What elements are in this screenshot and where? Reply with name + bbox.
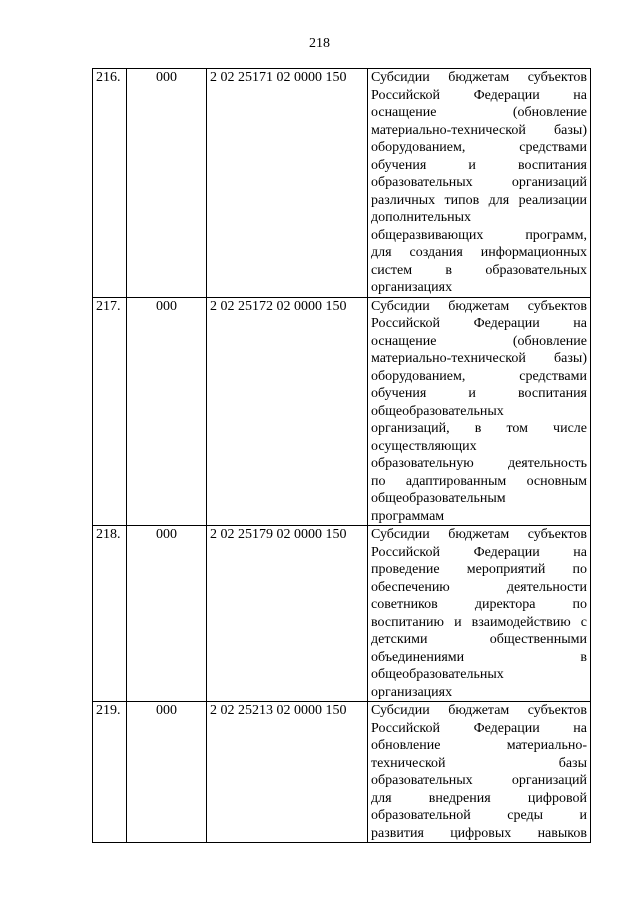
classification-code: 2 02 25171 02 0000 150 [207,69,368,298]
description-line: объединениями в [371,649,587,665]
income-description [368,69,591,298]
description-line: Российской Федерации на [371,316,587,331]
description-line: дополнительных [371,210,472,225]
description-line: материально-технической базы) [371,351,587,366]
description-line: организаций, в том числе [371,421,587,436]
description-line: организациях [371,684,453,700]
description-line: обновление материально- [371,738,587,753]
description-line: проведение мероприятий по [371,562,587,577]
description-line: программам [371,508,445,524]
description-line: технической базы [371,755,587,771]
description-line: общеразвивающих программ, [371,227,587,243]
classification-code: 2 02 25179 02 0000 150 [207,526,368,702]
table-row [93,69,591,298]
description-line: по адаптированным основным [371,473,587,489]
classification-code: 2 02 25213 02 0000 150 [207,702,368,843]
description-line: для внедрения цифровой [371,790,587,806]
table-row [93,297,591,526]
row-number: 218. [93,526,127,702]
description-line: воспитанию и взаимодействию с [371,614,587,630]
description-line: общеобразовательных [371,403,504,419]
classification-code: 2 02 25172 02 0000 150 [207,297,368,526]
description-line: обеспечению деятельности [371,579,587,595]
description-line: образовательной среды и [371,808,587,823]
income-description [368,526,591,702]
description-line: систем в образовательных [371,262,587,278]
description-line: советников директора по [371,597,587,612]
admin-code: 000 [127,297,207,526]
description-line: образовательных организаций [371,773,587,788]
description-line: Субсидии бюджетам субъектов [371,703,587,718]
description-line: для создания информационных [371,245,587,260]
description-line: материально-технической базы) [371,122,587,138]
description-line: Российской Федерации на [371,544,587,560]
description-line: оснащение (обновление [371,105,587,120]
table-body [93,69,591,843]
description-line: развития цифровых навыков [371,825,587,841]
description-line: детскими общественными [371,632,587,647]
row-number: 219. [93,702,127,843]
description-line: оборудованием, средствами [371,140,587,155]
description-line: различных типов для реализации [371,192,587,208]
description-line: обучения и воспитания [371,386,587,401]
description-line: Российской Федерации на [371,87,587,103]
table-row [93,526,591,702]
budget-classification-table [92,68,591,843]
admin-code: 000 [127,526,207,702]
row-number: 217. [93,297,127,526]
description-line: осуществляющих [371,438,477,454]
description-line: Субсидии бюджетам субъектов [371,298,587,314]
description-line: обучения и воспитания [371,157,587,173]
description-line: Субсидии бюджетам субъектов [371,70,587,85]
description-line: Субсидии бюджетам субъектов [371,527,587,542]
admin-code: 000 [127,69,207,298]
description-line: Российской Федерации на [371,720,587,736]
row-number: 216. [93,69,127,298]
description-line: организациях [371,280,453,295]
income-description [368,702,591,843]
description-line: общеобразовательным [371,491,506,506]
description-line: общеобразовательных [371,667,504,682]
income-description [368,297,591,526]
description-line: образовательных организаций [371,175,587,190]
table-row [93,702,591,843]
description-line: оснащение (обновление [371,333,587,349]
page-number: 218 [309,36,330,51]
admin-code: 000 [127,702,207,843]
description-line: образовательную деятельность [371,456,587,471]
description-line: оборудованием, средствами [371,368,587,384]
